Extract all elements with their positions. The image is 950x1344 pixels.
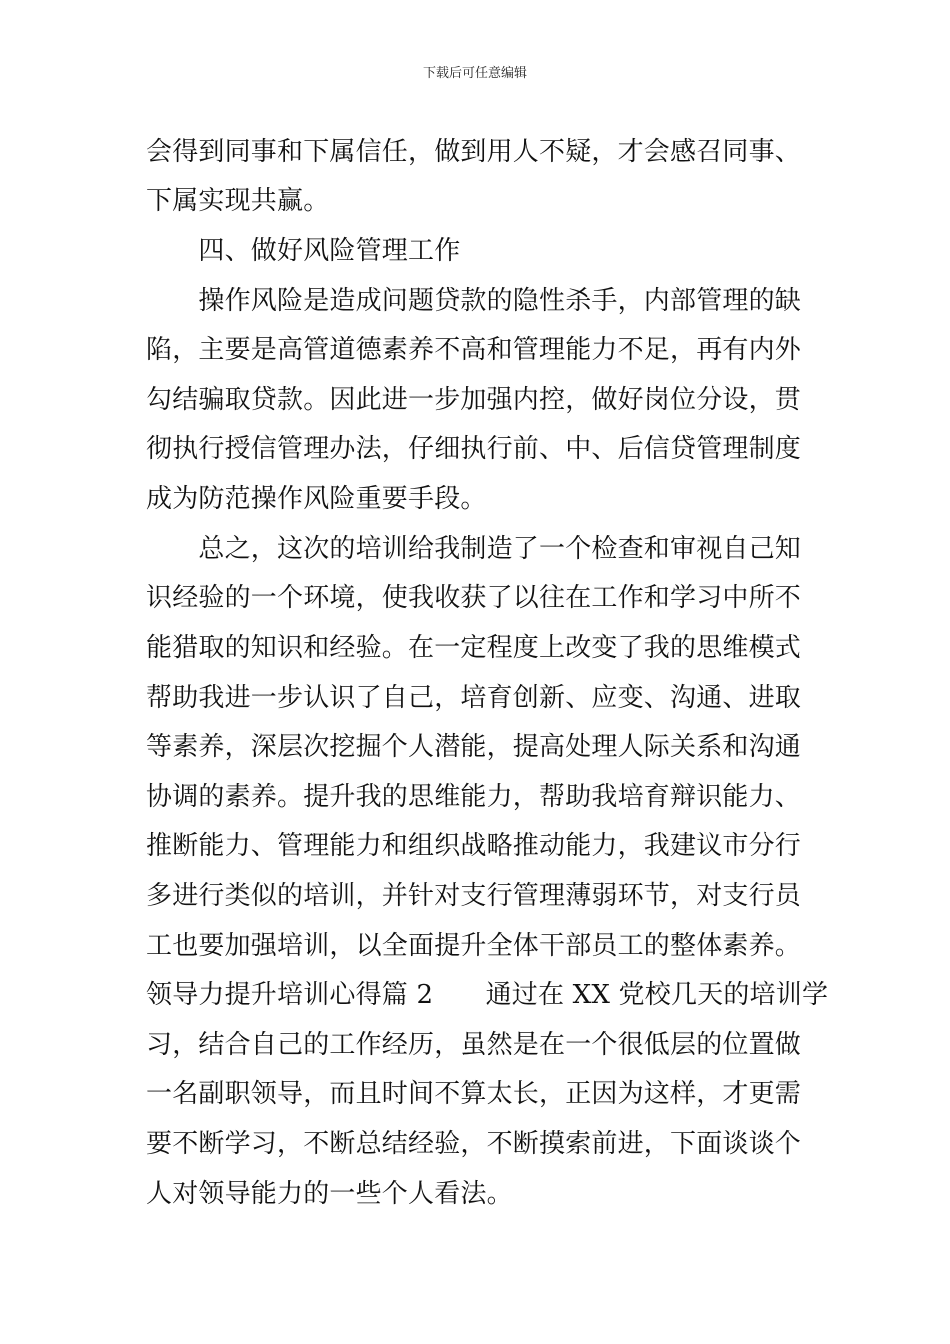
text-line: 工也要加强培训，以全面提升全体干部员工的整体素养。 bbox=[146, 931, 802, 961]
text-line: 会得到同事和下属信任，做到用人不疑，才会感召同事、 bbox=[146, 137, 802, 167]
text-line: 习，结合自己的工作经历，虽然是在一个很低层的位置做 bbox=[146, 1030, 802, 1060]
text-line: 操作风险是造成问题贷款的隐性杀手，内部管理的缺 bbox=[146, 286, 802, 316]
text-line: 成为防范操作风险重要手段。 bbox=[146, 484, 487, 514]
text-line: 协调的素养。提升我的思维能力，帮助我培育辩识能力、 bbox=[146, 782, 802, 812]
page-header: 下载后可任意编辑 bbox=[422, 66, 527, 81]
text-line: 帮助我进一步认识了自己，培育创新、应变、沟通、进取 bbox=[146, 683, 802, 713]
text-line: 能猎取的知识和经验。在一定程度上改变了我的思维模式 bbox=[146, 633, 802, 663]
text-line: 领导力提升培训心得篇 2 通过在 XX 党校几天的培训学 bbox=[146, 980, 829, 1010]
text-line: 陷，主要是高管道德素养不高和管理能力不足，再有内外 bbox=[146, 335, 802, 365]
text-line: 下属实现共赢。 bbox=[146, 186, 330, 216]
text-line: 人对领导能力的一些个人看法。 bbox=[146, 1179, 513, 1209]
text-line: 要不断学习，不断总结经验，不断摸索前进，下面谈谈个 bbox=[146, 1129, 802, 1159]
text-line: 一名副职领导，而且时间不算太长，正因为这样，才更需 bbox=[146, 1079, 802, 1109]
text-line: 彻执行授信管理办法，仔细执行前、中、后信贷管理制度 bbox=[146, 434, 802, 464]
text-line: 多进行类似的培训，并针对支行管理薄弱环节，对支行员 bbox=[146, 881, 802, 911]
text-line: 推断能力、管理能力和组织战略推动能力，我建议市分行 bbox=[146, 831, 802, 861]
text-line: 识经验的一个环境，使我收获了以往在工作和学习中所不 bbox=[146, 583, 802, 613]
section-heading: 四、做好风险管理工作 bbox=[146, 236, 461, 266]
text-line: 勾结骗取贷款。因此进一步加强内控，做好岗位分设，贯 bbox=[146, 385, 802, 415]
text-line: 总之，这次的培训给我制造了一个检查和审视自己知 bbox=[146, 534, 802, 564]
text-line: 等素养，深层次挖掘个人潜能，提高处理人际关系和沟通 bbox=[146, 732, 802, 762]
